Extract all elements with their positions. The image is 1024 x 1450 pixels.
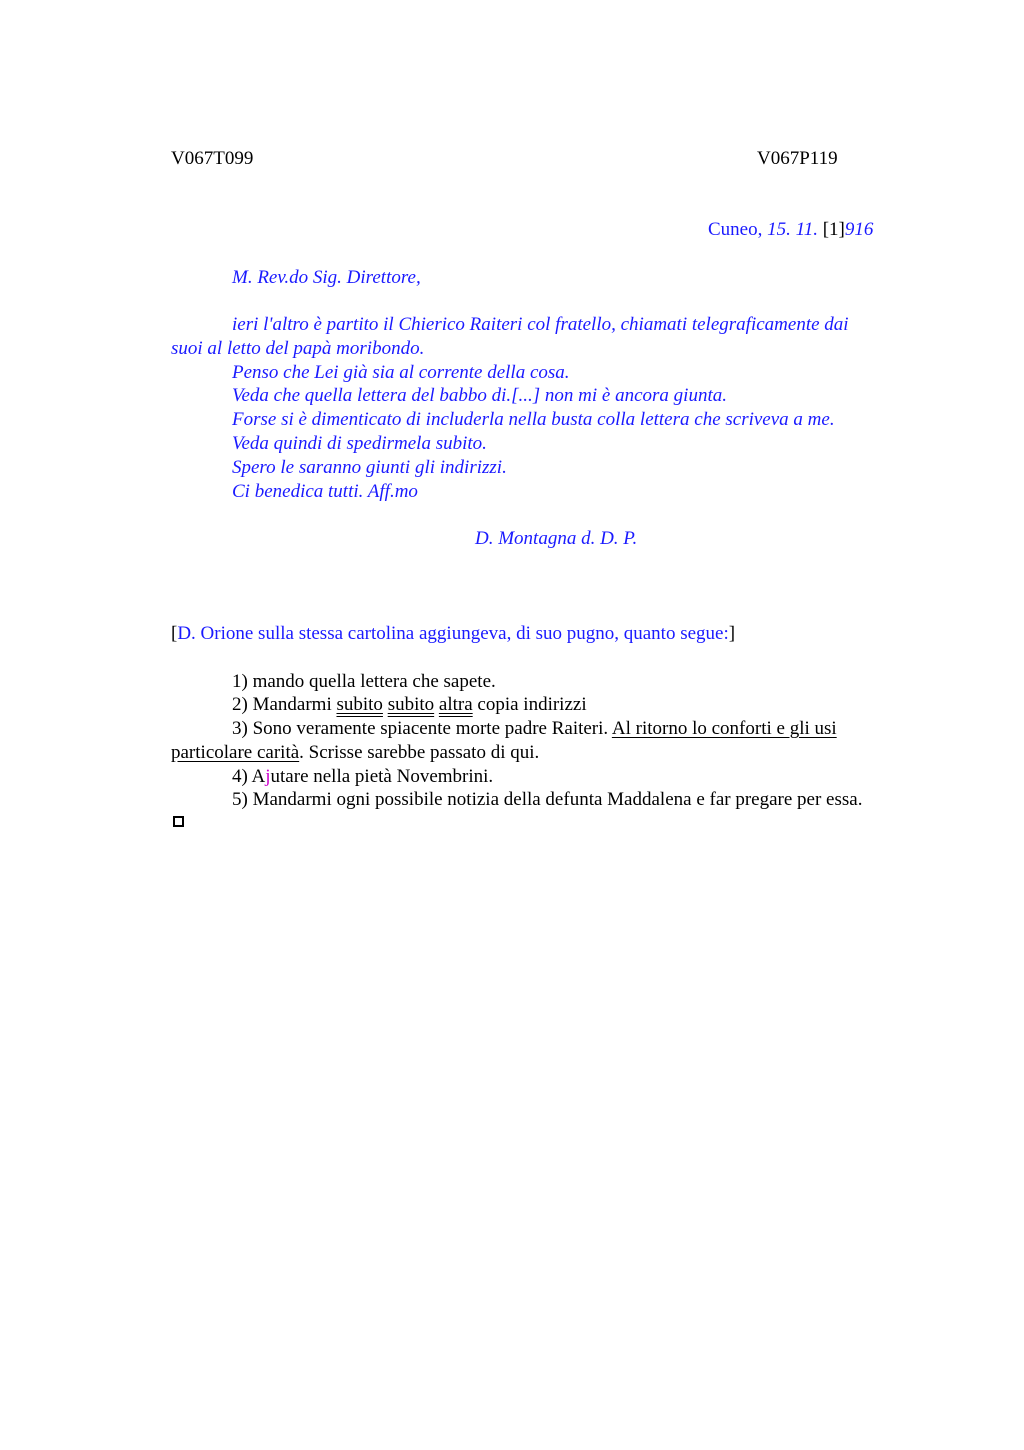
salutation: M. Rev.do Sig. Direttore,	[232, 267, 421, 288]
paragraph-1-line-2: suoi al letto del papà moribondo.	[171, 338, 425, 359]
item3-prefix: 3) Sono veramente spiacente morte padre Raiteri.	[232, 718, 612, 739]
end-marker-square	[173, 816, 184, 827]
signature: D. Montagna d. D. P.	[475, 528, 638, 549]
item2-underlined-3: altra	[438, 694, 473, 715]
note-text: D. Orione sulla stessa cartolina aggiungeva, di suo pugno, quanto segue:	[177, 623, 729, 644]
postscript-item-2	[232, 693, 587, 717]
dateline-year: 916	[844, 219, 874, 240]
paragraph-2: Penso che Lei già sia al corrente della cosa.	[232, 362, 570, 383]
note-open-bracket: [	[171, 623, 178, 644]
item2-suffix: copia indirizzi	[472, 694, 587, 715]
paragraph-5: Veda quindi di spedirmela subito.	[232, 433, 487, 454]
item4-suffix: utare nella pietà Novembrini.	[270, 766, 494, 787]
item4-correction: j	[265, 766, 271, 787]
paragraph-1-line-1: ieri l'altro è partito il Chierico Raiteri col fratello, chiamati telegraficamente dai	[232, 314, 849, 335]
postscript-item-5: 5) Mandarmi ogni possibile notizia della defunta Maddalena e far pregare per essa.	[232, 789, 863, 810]
dateline-place: Cuneo,	[708, 219, 763, 240]
dateline-bracket: [1]	[822, 219, 845, 240]
item2-prefix: 2) Mandarmi	[232, 694, 337, 715]
paragraph-3: Veda che quella lettera del babbo di.[...] non mi è ancora giunta.	[232, 385, 727, 406]
postscript-item-3-line-1	[232, 717, 837, 741]
postscript-item-4	[232, 765, 493, 789]
item3-underlined: Al ritorno lo conforti e gli usi	[611, 718, 837, 739]
postscript-item-1: 1) mando quella lettera che sapete.	[232, 671, 496, 692]
dateline	[708, 218, 873, 242]
note-close-bracket: ]	[728, 623, 736, 644]
document-code-left: V067T099	[171, 148, 254, 169]
item3-line2-suffix: . Scrisse sarebbe passato di qui.	[299, 742, 540, 763]
item2-underlined-2: subito	[387, 694, 435, 715]
paragraph-7: Ci benedica tutti. Aff.mo	[232, 481, 418, 502]
editorial-note	[171, 622, 735, 646]
item3-line2-underlined: particolare carità	[171, 742, 300, 763]
postscript-item-3-line-2	[171, 741, 539, 765]
item2-underlined-1: subito	[336, 694, 383, 715]
paragraph-6: Spero le saranno giunti gli indirizzi.	[232, 457, 507, 478]
item4-prefix: 4) A	[232, 766, 266, 787]
dateline-day-month: 15. 11.	[767, 219, 818, 240]
paragraph-4: Forse si è dimenticato di includerla nella busta colla lettera che scriveva a me.	[232, 409, 835, 430]
document-code-right: V067P119	[757, 148, 838, 169]
